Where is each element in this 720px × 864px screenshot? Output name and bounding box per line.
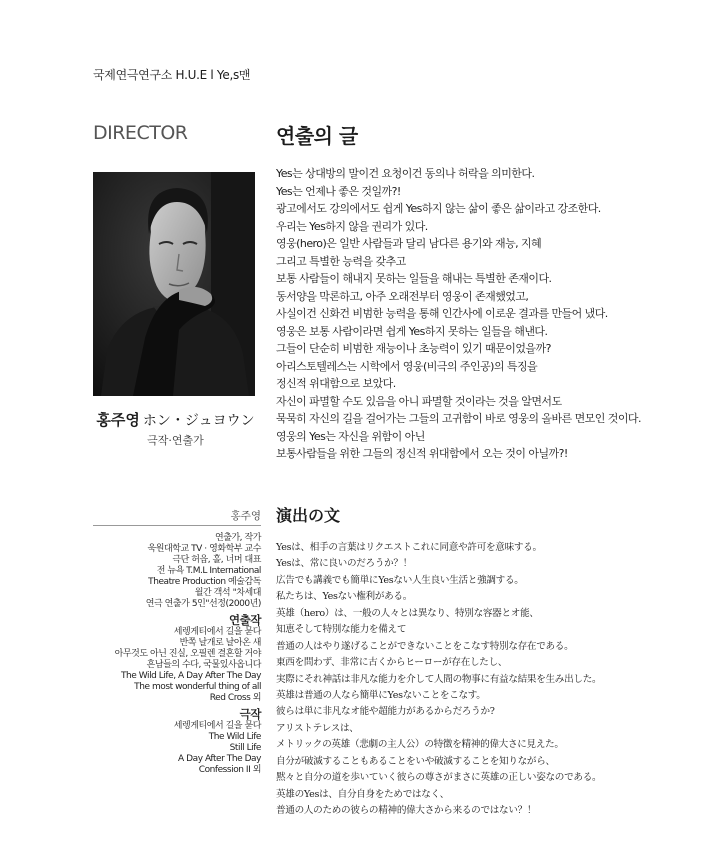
bio-line: 극단 허읍, 홀, 너머 대표: [172, 555, 261, 565]
essay-ko-line: 보통사람들을 위한 그들의 정신적 위대함에서 오는 것이 아닐까?!: [276, 447, 568, 460]
essay-jp-line: 私たちは、Yesない権利がある。: [276, 591, 413, 603]
essay-jp-line: 知恵そして特別な能力を備えて: [276, 624, 407, 636]
directing-line: The most wonderful thing of all: [134, 682, 261, 692]
name-ko: 홍주영: [96, 411, 140, 429]
essay-jp-line: 黙々と自分の道を歩いていく彼らの尊さがまさに英雄の正しい姿なのである。: [276, 772, 602, 784]
essay-jp-line: 英雄のYesは、自分自身をためではなく、: [276, 788, 450, 800]
essay-jp-line: 彼らは単に非凡なオ能や超能力があるからだろうか?: [276, 706, 495, 718]
directing-line: The Wild Life, A Day After The Day: [120, 671, 261, 681]
essay-ko-line: Yes는 언제나 좋은 것일까?!: [276, 184, 401, 198]
essay-ko-line: 우리는 Yes하지 않을 권리가 있다.: [276, 219, 428, 233]
essay-ko-line: Yes는 상대방의 말이건 요청이건 동의나 허락을 의미한다.: [276, 167, 535, 180]
bio-line: 연출가, 작가: [214, 533, 261, 543]
directing-line: 반쪽 날개로 날아온 새: [179, 638, 261, 648]
directing-line: 세렝게티에서 길을 묻다: [173, 627, 261, 637]
essay-ko-line: 광고에서도 강의에서도 쉽게 Yes하지 않는 삶이 좋은 삶이라고 강조한다.: [276, 202, 601, 215]
essay-ko-line: 정신적 위대함으로 보았다.: [276, 377, 396, 390]
essay-jp-line: 普通の人はやり遂げることができないことをこなす特別な存在である。: [276, 640, 574, 652]
header-title: 국제연극연구소 H.U.E l Ye,s맨: [93, 68, 251, 82]
essay-ko-line: 자신이 파멸할 수도 있음을 아니 파멸할 것이라는 것을 알면서도: [276, 394, 562, 408]
playwriting-line: Still Life: [229, 743, 261, 753]
bio-line: 월간 객석 "차세대: [194, 588, 261, 598]
essay-ko-line: 아리스토텔레스는 시학에서 영웅(비극의 주인공)의 특징을: [276, 359, 538, 373]
bio-line: 욱원대학교 TV · 영화학부 교수: [147, 544, 261, 554]
essay-jp-line: Yesは、常に良いのだろうか？！: [276, 558, 413, 570]
director-role: 극작·연출가: [147, 434, 204, 447]
essay-ko-line: 보통 사람들이 해내지 못하는 일들을 해내는 특별한 존재이다.: [276, 272, 552, 285]
directing-line: 아무것도 아닌 진실, 오필렌 결혼할 거야: [114, 649, 261, 659]
bio-line: Theatre Production 예술감독: [148, 577, 261, 587]
director-name: [93, 409, 258, 430]
essay-jp-line: 実際にそれ神話は非凡な能力を介して人間の物事に有益な結果を生み出した。: [276, 673, 602, 685]
essay-jp-line: 東西を問わず、非常に古くからヒーローが存在したし、: [276, 657, 508, 669]
essay-ko-line: 그들이 단순히 비범한 재능이나 초능력이 있기 때문이었을까?: [276, 342, 551, 355]
essay-jp-line: 英雄（hero）は、一般の人々とは異なり、特別な容器とオ能、: [276, 607, 539, 619]
essay-ko-line: 영웅(hero)은 일반 사람들과 달리 남다른 용기와 재능, 지혜: [276, 237, 542, 250]
essay-ko-line: 영웅의 Yes는 자신을 위함이 아닌: [276, 429, 425, 443]
essay-ko-line: 묵묵히 자신의 길을 걸어가는 그들의 고귀함이 바로 영웅의 올바른 면모인 것이다.: [276, 412, 641, 425]
essay-ko-title: 연출의 글: [276, 124, 358, 148]
playwriting-heading: 극작: [239, 707, 261, 721]
essay-ko-body: [276, 165, 696, 463]
bio-line: 연극 연출가 5인"선정(2000년): [145, 599, 261, 609]
essay-jp-body: [276, 540, 706, 819]
essay-jp-line: アリストテレスは、: [276, 722, 359, 734]
essay-ko-line: 영웅은 보통 사람이라면 쉽게 Yes하지 못하는 일들을 해낸다.: [276, 324, 548, 338]
bio-line: 전 뉴욕 T.M.L International: [156, 566, 261, 576]
directing-line: Red Cross 외: [209, 693, 261, 703]
playwriting-line: A Day After The Day: [178, 754, 261, 764]
profile-name: 홍주영: [230, 510, 261, 522]
profile-bio: [93, 533, 261, 776]
playwriting-line: 세렝게티에서 길을 묻다: [173, 721, 261, 731]
director-portrait: [93, 172, 255, 396]
essay-jp-line: 英雄は普通の人なら簡単にYesないことをこなす。: [276, 689, 486, 701]
essay-jp-line: 広告でも講義でも簡単にYesない人生良い生活と強調する。: [276, 574, 524, 586]
directing-heading: 연출작: [229, 613, 261, 627]
essay-ko-line: 사실이건 신화건 비범한 능력을 통해 인간사에 이로운 결과를 만들어 냈다.: [276, 307, 608, 320]
director-label: DIRECTOR: [93, 122, 188, 144]
essay-ko-line: 그리고 특별한 능력을 갖추고: [276, 254, 406, 268]
essay-jp-line: Yesは、相手の言葉はリクエストこれに同意や許可を意味する。: [276, 542, 542, 553]
portrait-illustration: [93, 172, 255, 396]
essay-jp-line: メトリックの英雄（悲劇の主人公）の特徴を精神的偉大さに見えた。: [276, 739, 564, 751]
playwriting-line: Confession II 외: [198, 765, 261, 775]
essay-jp-line: 普通の人のための彼らの精神的偉大さから来るのではない？！: [276, 805, 537, 816]
playwriting-line: The Wild Life: [208, 732, 261, 742]
essay-jp-title: 演出の文: [276, 506, 341, 525]
essay-jp-line: 自分が破滅することもあることをいや破滅することを知りながら、: [276, 755, 555, 767]
directing-line: 흔남들의 수다, 국물있사옵니다: [146, 660, 261, 670]
essay-ko-line: 동서양을 막론하고, 아주 오래전부터 영웅이 존재했었고,: [276, 289, 529, 303]
name-jp: ホン・ジュヨウン: [142, 413, 255, 429]
profile-divider: [93, 525, 261, 526]
